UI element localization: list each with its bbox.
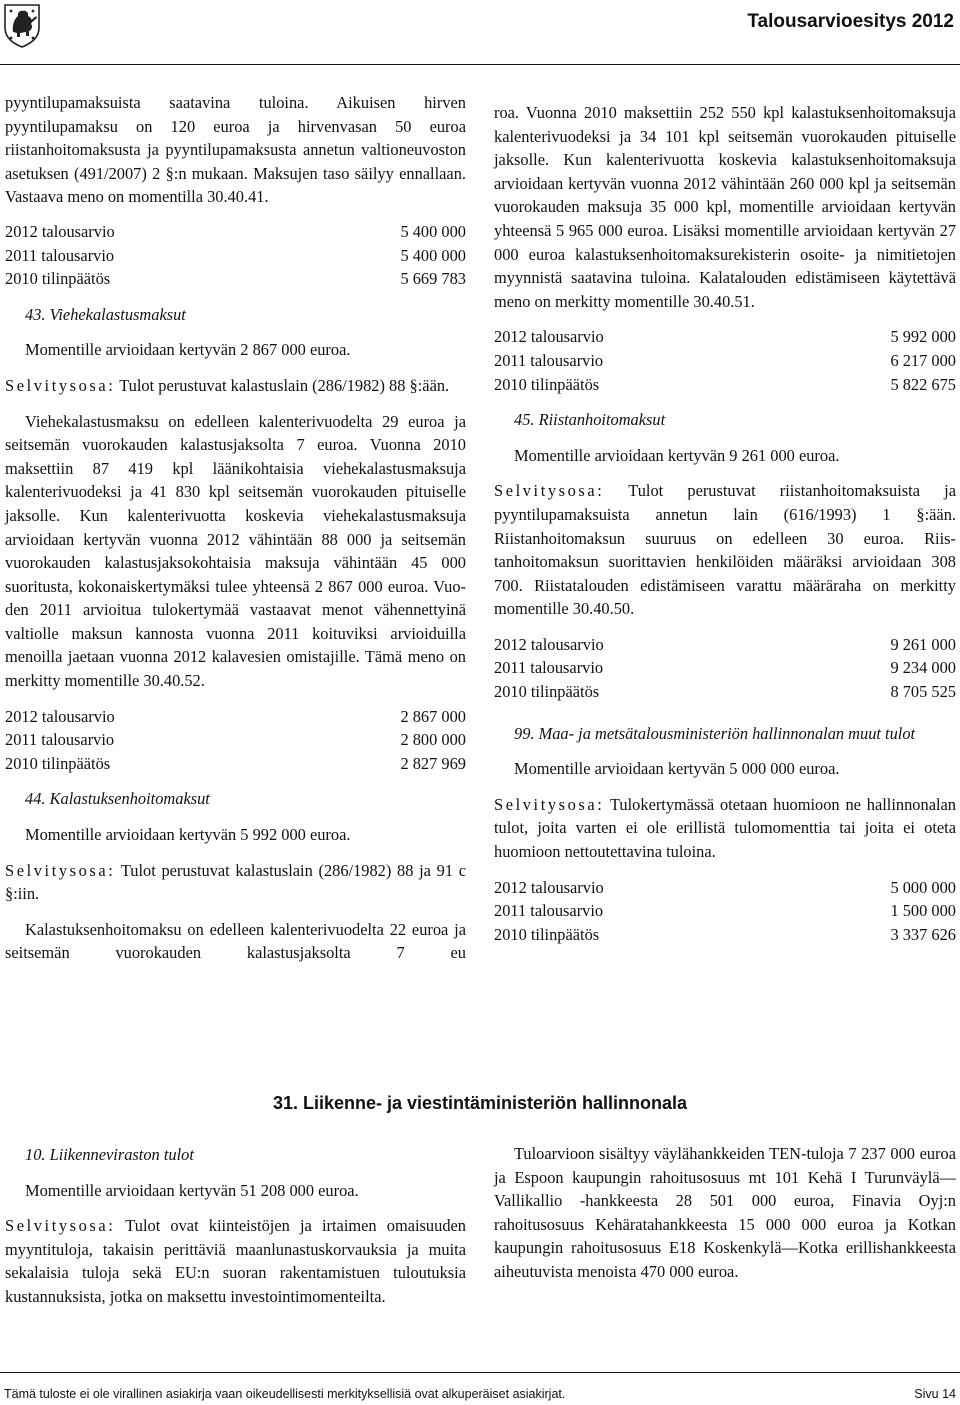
- selvitys-paragraph: Selvitysosa: Tulot perustuvat kalastuslain (286/1982) 88 §:ään.: [5, 375, 450, 395]
- document-title: Talousarvioesitys 2012: [747, 11, 954, 32]
- section-heading: 44. Kalastuksenhoitomaksut: [25, 789, 210, 809]
- table-row: 2011 talousarvio 9 234 000: [494, 658, 956, 678]
- footer-rule: [0, 1372, 960, 1373]
- section-heading: 10. Liikenneviraston tulot: [25, 1145, 194, 1164]
- table-row: 2012 talousarvio 5 400 000: [5, 221, 466, 241]
- paragraph: Viehekalastusmaksu on edelleen kalenterivuodelta 29 euroa ja seitsemän vuorokauden kalastusjaksolta 7 euroa. Vuonna 2010 maksettiin 87 419 kpl läänikohtaisia viehekalastusmaksuja kalenterivuodeksi ja 41 830 kpl seitsemän vuorokauden pituiselle jaksolle. Kun kalenterivuotta koskevia viehekalastusmaksuja arvioidaan kertyvän vuonna 2012 vähintään 88 000 ja seitsemän vuorokauden kalastusjaksokohtaisia maksuja vähintään 45 000 suoritusta, kokonaiskertymäksi tulee yhteensä 2 867 000 euroa. Vuoden 2011 arvioitua tulokertymää vastaavat menot vähennettyinä valtiolle maksun kannosta vuonna 2011 koituviksi arvioiduilla menoilla jaetaan vuonna 2012 kalavesien omistajille. Tämä meno on merkitty momentille 30.40.52.: [5, 411, 466, 691]
- bottom-left-column: [5, 1143, 466, 1309]
- paragraph: roa. Vuonna 2010 maksettiin 252 550 kpl kalastuksenhoitomaksuja kalenterivuodeksi ja 34 101 kpl seitsemän vuorokauden pituiselle jaksolle. Kun kalenterivuotta koskevia kalastuksenhoitomaksuja arvioidaan kertyvän vuonna 2012 vähintään 260 000 kpl ja seitsemän vuorokauden maksuja 35 000 kpl, momentille arvioidaan kertyvän yhteensä 5 965 000 euroa. Lisäksi momentille arvioidaan kertyvän 27 000 euroa kalastuksenhoitomaksurekisterin osoite- ja nimitietojen myynnistä saatavina tuloina. Kalatalouden edistämiseen käytettävä meno on merkitty momentille 30.40.51.: [494, 103, 956, 311]
- estimate-line: Momentille arvioidaan kertyvän 51 208 000 euroa.: [25, 1180, 359, 1200]
- selvitys-label: Selvitysosa:: [5, 375, 116, 395]
- figures-table: [494, 633, 956, 704]
- bottom-right-column: [494, 1142, 956, 1284]
- lion-crest-icon: [2, 2, 42, 48]
- selvitys-paragraph: Selvitysosa: Tulot perustuvat kalastuslain (286/1982) 88 ja 91 c §:iin.: [5, 860, 466, 904]
- section-heading: 43. Viehekalastusmaksut: [25, 304, 186, 324]
- page-number: Sivu 14: [914, 1387, 956, 1401]
- figures-table: [494, 876, 956, 947]
- selvitys-paragraph: Selvitysosa: Tulot perustuvat riistanhoitomaksuista ja pyyntilupamaksuista annetun lain (616/1993) 1 §:ään. Riistanhoitomaksun suuruus on edelleen 30 euroa. Riistanhoitomaksun suorittavien henkilöiden määräksi arvioidaan 308 700. Riistatalouden edistämiseen varattu määräraha on merkitty momentille 30.40.50.: [494, 481, 956, 619]
- figures-table: [494, 325, 956, 396]
- selvitys-label: Selvitysosa:: [5, 860, 116, 880]
- paragraph: Tuloarvioon sisältyy väylähankkeiden TEN-tuloja 7 237 000 euroa ja Espoon kaupungin rahoitusosuus mt 101 Kehä I Turunväylä—Vallikallio -hankkeesta 28 501 000 euroa, Finavia Oyj:n rahoitusosuus Kehäratahankkeesta 15 000 000 euroa ja Kotkan kaupungin rahoitusosuus E18 Koskenkylä—Kotka erillishankkeesta aiheutuvista menoista 470 000 euroa.: [494, 1144, 956, 1281]
- right-column: [494, 101, 956, 946]
- figures-table: [5, 705, 466, 776]
- selvitys-paragraph: Selvitysosa: Tulot ovat kiinteistöjen ja irtaimen omaisuuden myyntituloja, takaisin perittäviä maanlunastuskorvauksia ja muita sekalaisia tuloja sekä EU:n suoran rakentamistuen tuloutuksia kustannuksista, jotka on maksettu investointimomenteilta.: [5, 1216, 466, 1306]
- table-row: 2011 talousarvio 5 400 000: [5, 245, 466, 265]
- table-row: 2012 talousarvio 5 000 000: [494, 877, 956, 897]
- paragraph: Kalastuksenhoitomaksu on edelleen kalenterivuodelta 22 euroa ja seitsemän vuorokauden kalastusjaksolta 7 eu: [5, 919, 466, 963]
- table-row: 2012 talousarvio 9 261 000: [494, 634, 956, 654]
- paragraph: pyyntilupamaksuista saatavina tuloina. Aikuisen hirven pyyntilupamaksu on 120 euroa ja hirvenvasan 50 euroa riistanhoitomaksusta ja pyyntilupamaksusta annetun valtioneuvoston asetuksen (491/2007) 2 §:n mukaan. Maksujen taso säilyy ennallaan. Vastaava meno on momentilla 30.40.41.: [5, 93, 466, 207]
- selvitys-paragraph: Selvitysosa: Tulokertymässä otetaan huomioon ne hallinnonalan tulot, joita varten ei ole erillistä tulomomenttia tai joita ei oteta huomioon nettoutettavina tuloina.: [494, 794, 956, 862]
- table-row: 2011 talousarvio 2 800 000: [5, 730, 466, 750]
- header-rule: [0, 64, 960, 65]
- footer-notice: Tämä tuloste ei ole virallinen asiakirja vaan oikeudellisesti merkityksellisiä ovat alkuperäiset asiakirjat.: [4, 1387, 566, 1401]
- estimate-line: Momentille arvioidaan kertyvän 2 867 000 euroa.: [25, 340, 351, 360]
- selvitys-label: Selvitysosa:: [494, 481, 605, 501]
- table-row: 2010 tilinpäätös 2 827 969: [5, 753, 466, 773]
- table-row: 2010 tilinpäätös 8 705 525: [494, 682, 956, 702]
- table-row: 2010 tilinpäätös 5 822 675: [494, 374, 956, 394]
- table-row: 2012 talousarvio 5 992 000: [494, 327, 956, 347]
- estimate-line: Momentille arvioidaan kertyvän 5 000 000 euroa.: [514, 759, 840, 779]
- section-heading: 99. Maa- ja metsätalousministeriön hallinnonalan muut tulot: [514, 723, 916, 743]
- page-header: [0, 0, 960, 70]
- table-row: 2011 talousarvio 1 500 000: [494, 901, 956, 921]
- table-row: 2011 talousarvio 6 217 000: [494, 350, 956, 370]
- selvitys-label: Selvitysosa:: [494, 794, 605, 814]
- estimate-line: Momentille arvioidaan kertyvän 9 261 000 euroa.: [514, 445, 840, 465]
- selvitys-label: Selvitysosa:: [5, 1216, 116, 1236]
- estimate-line: Momentille arvioidaan kertyvän 5 992 000 euroa.: [25, 825, 351, 845]
- section-heading: 45. Riistanhoitomaksut: [514, 410, 666, 430]
- ministry-heading: 31. Liikenne- ja viestintäministeriön hallinnonala: [272, 1093, 688, 1113]
- figures-table: [5, 220, 466, 291]
- table-row: 2010 tilinpäätös 5 669 783: [5, 269, 466, 289]
- table-row: 2010 tilinpäätös 3 337 626: [494, 924, 956, 944]
- page-footer: [0, 1386, 960, 1402]
- left-column: [5, 91, 466, 965]
- table-row: 2012 talousarvio 2 867 000: [5, 706, 466, 726]
